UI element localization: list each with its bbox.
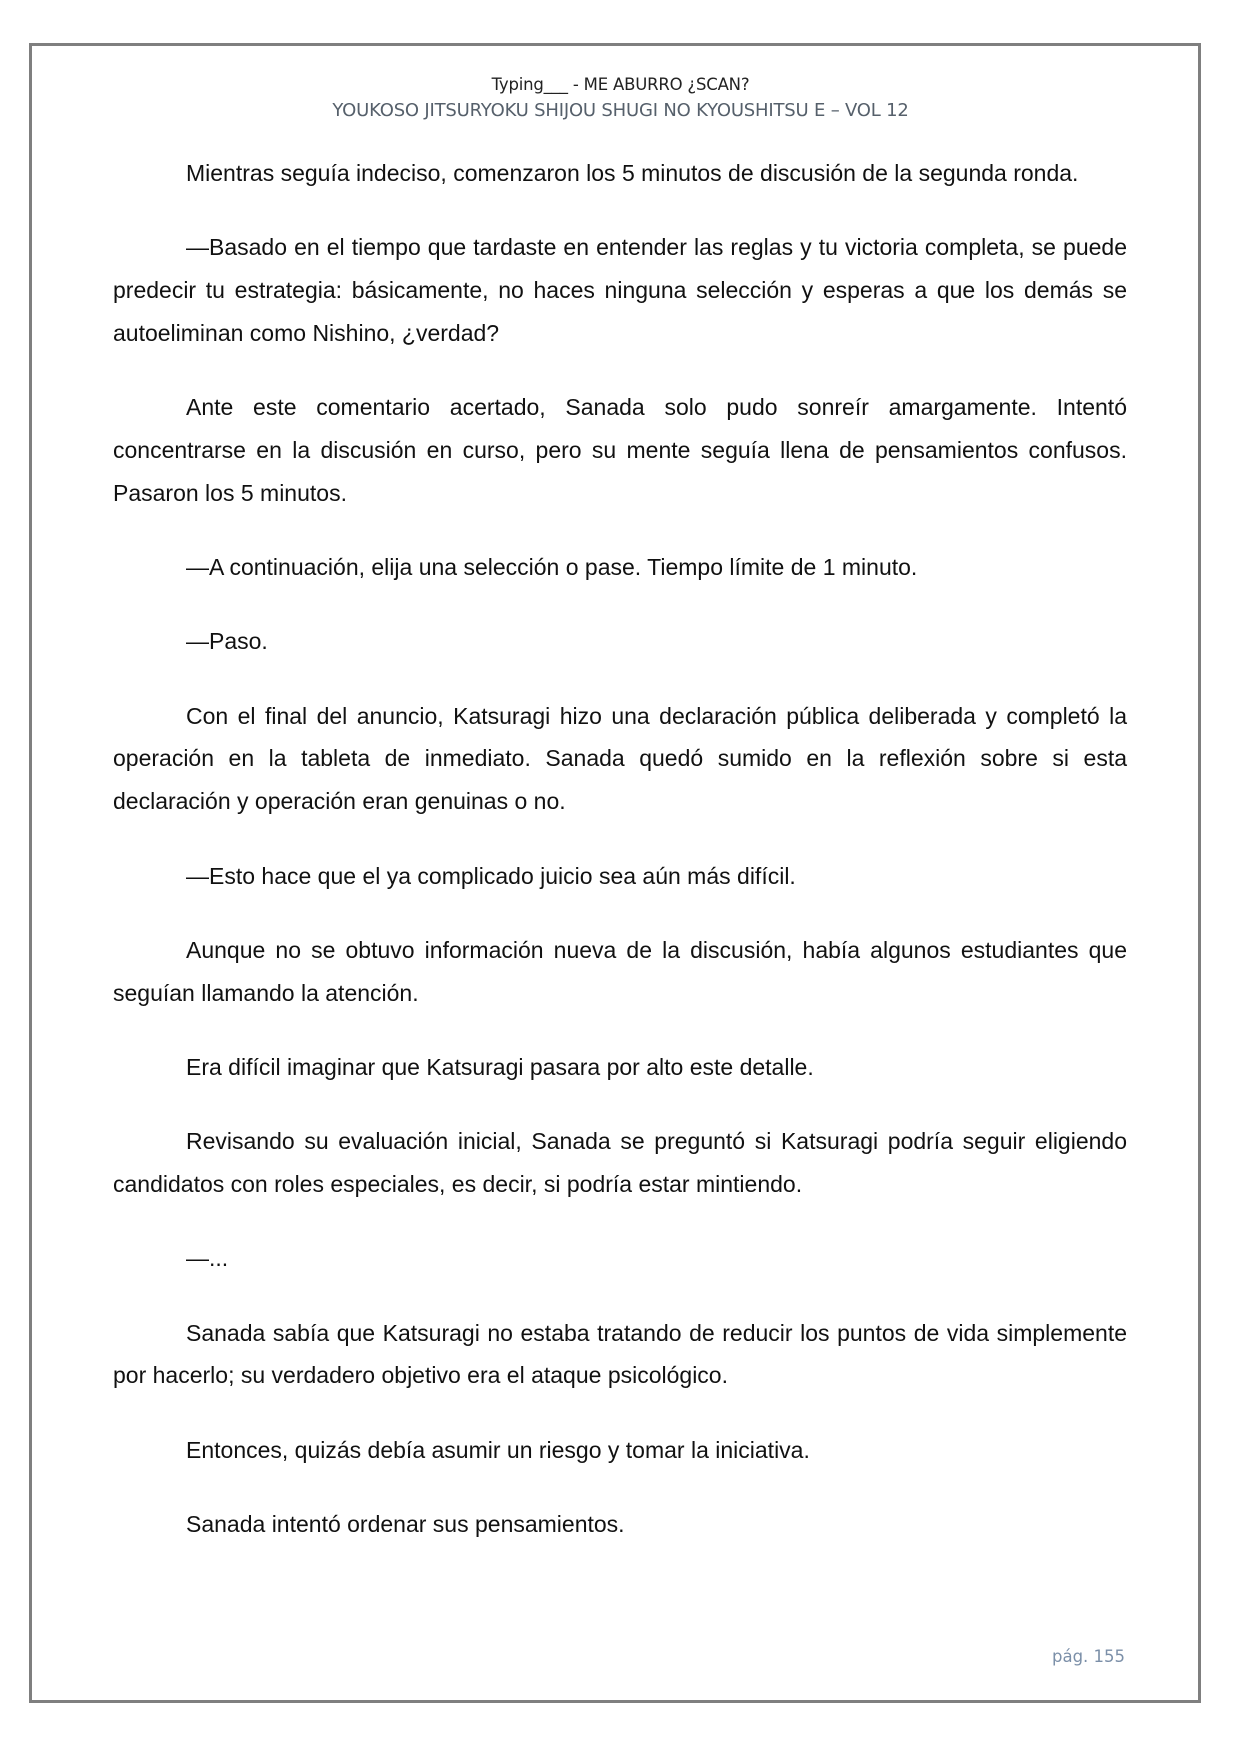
paragraph: Mientras seguía indeciso, comenzaron los 5 minutos de discusión de la segunda ronda. <box>186 160 1079 186</box>
header-book-title: YOUKOSO JITSURYOKU SHIJOU SHUGI NO KYOUSHITSU E – VOL 12 <box>332 100 909 121</box>
paragraph: —Basado en el tiempo que tardaste en entender las reglas y tu victoria completa, se puede predecir tu estrategia: básicamente, no haces ninguna selección y esperas a que los demás se autoeliminan como Nishino, ¿verdad? <box>113 234 1127 346</box>
paragraph: —Paso. <box>186 628 268 655</box>
paragraph: Con el final del anuncio, Katsuragi hizo una declaración pública deliberada y completó la operación en la tableta de inmediato. Sanada quedó sumido en la reflexión sobre si esta declaración y operación eran genuinas o no. <box>113 702 1127 815</box>
paragraph: Aunque no se obtuvo información nueva de la discusión, había algunos estudiantes que seguían llamando la atención. <box>113 936 1127 1006</box>
paragraph: Revisando su evaluación inicial, Sanada se preguntó si Katsuragi podría seguir eligiendo candidatos con roles especiales, es decir, si podría estar mintiendo. <box>113 1128 1127 1198</box>
page-body <box>113 152 1127 1577</box>
paragraph: Entonces, quizás debía asumir un riesgo y tomar la iniciativa. <box>186 1436 810 1463</box>
header-scanlation-credit: Typing___ - ME ABURRO ¿SCAN? <box>491 75 750 94</box>
paragraph: Era difícil imaginar que Katsuragi pasara por alto este detalle. <box>186 1053 814 1080</box>
page-number: pág. 155 <box>1052 1647 1126 1666</box>
paragraph: Sanada intentó ordenar sus pensamientos. <box>186 1511 625 1538</box>
paragraph: —A continuación, elija una selección o pase. Tiempo límite de 1 minuto. <box>186 554 918 581</box>
paragraph: Ante este comentario acertado, Sanada solo pudo sonreír amargamente. Intentó concentrarse en la discusión en curso, pero su mente seguía llena de pensamientos confusos. Pasaron los 5 minutos. <box>113 394 1127 506</box>
paragraph: —... <box>186 1245 229 1272</box>
paragraph: Sanada sabía que Katsuragi no estaba tratando de reducir los puntos de vida simplemente por hacerlo; su verdadero objetivo era el ataque psicológico. <box>113 1319 1127 1389</box>
paragraph: —Esto hace que el ya complicado juicio sea aún más difícil. <box>186 862 796 889</box>
